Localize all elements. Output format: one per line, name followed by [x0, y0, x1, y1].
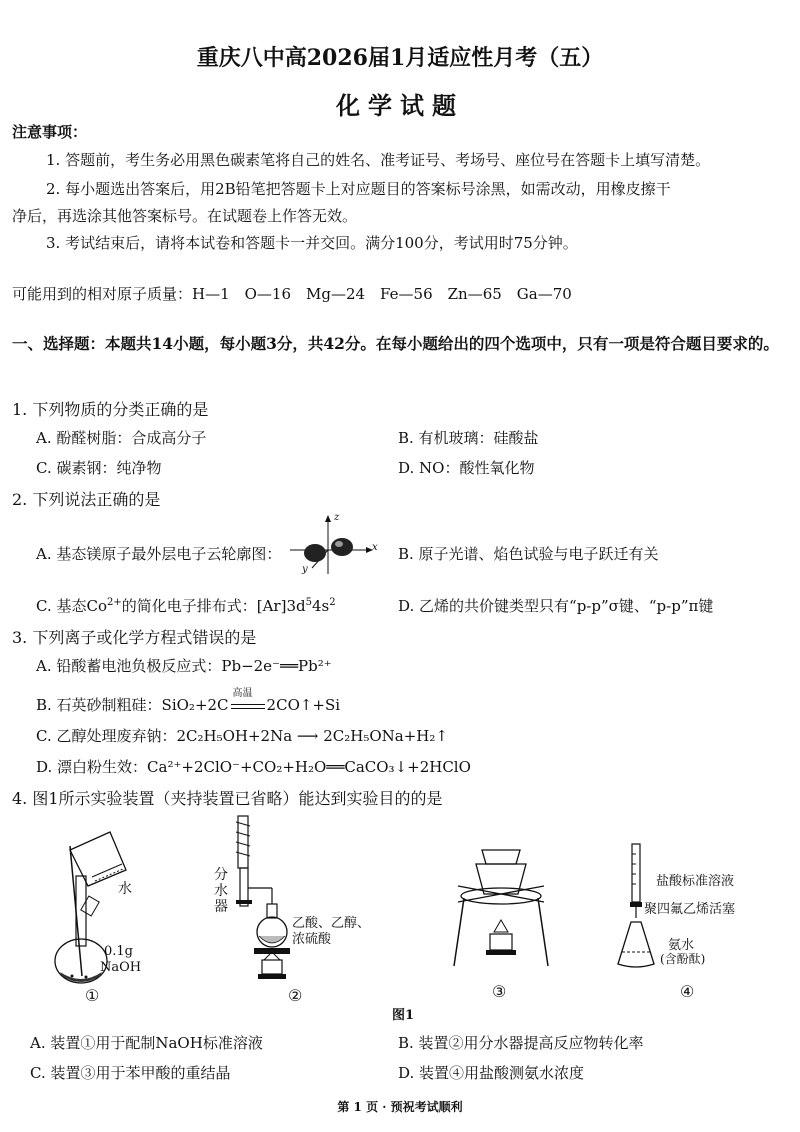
apparatus-2 [212, 812, 371, 1005]
notice-item-3: 3. 考试结束后，请将本试卷和答题卡一并交回。满分100分，考试用时75分钟。 [46, 234, 578, 252]
fig2-separator-label-2: 水 [214, 883, 228, 899]
q2-c-charge: 2+ [107, 597, 122, 608]
q2-stem: 2. 下列说法正确的是 [12, 490, 161, 509]
fig1-number: ① [85, 986, 100, 1005]
q1-option-d: D. NO：酸性氧化物 [398, 459, 535, 477]
fig1-water-label: 水 [118, 881, 132, 897]
subject-title: 化学试题 [336, 91, 464, 120]
q2-c-mid: 的简化电子排布式：[Ar]3d [121, 597, 306, 615]
q2-option-d: D. 乙烯的共价键类型只有“p-p”σ键、“p-p”π键 [398, 597, 714, 615]
q3-option-b [36, 688, 341, 715]
q2-c-d-count: 5 [305, 597, 312, 608]
q2-c-s-count: 2 [329, 597, 336, 608]
atomic-masses: 可能用到的相对原子质量：H—1 O—16 Mg—24 Fe—56 Zn—65 Ga—70 [12, 285, 572, 303]
notice-item-2-line2: 净后，再选涂其他答案标号。在试题卷上作答无效。 [12, 207, 358, 225]
figure-caption: 图1 [392, 1008, 415, 1023]
q4-stem: 4. 图1所示实验装置（夹持装置已省略）能达到实验目的的是 [12, 789, 443, 808]
fig2-separator-label-1: 分 [214, 867, 228, 883]
section-1-heading: 一、选择题：本题共14小题，每小题3分，共42分。在每小题给出的四个选项中，只有一项是符合题目要求的。 [12, 334, 779, 353]
q3-b-prefix: B. 石英砂制粗硅：SiO₂+2C [36, 696, 229, 714]
q2-c-prefix: C. 基态Co [36, 597, 107, 615]
q2-option-c [36, 595, 336, 616]
q1-option-a: A. 酚醛树脂：合成高分子 [36, 429, 207, 447]
apparatus-4 [600, 840, 736, 1001]
q1-stem: 1. 下列物质的分类正确的是 [12, 400, 209, 419]
q1-option-c: C. 碳素钢：纯净物 [36, 459, 162, 477]
axis-x-label: x [372, 542, 378, 553]
exam-title: 重庆八中高2026届1月适应性月考（五） [196, 45, 604, 71]
fig4-number: ④ [680, 982, 695, 1001]
fig4-ptfe-label: 聚四氟乙烯活塞 [644, 902, 736, 917]
q3-option-a: A. 铅酸蓄电池负极反应式：Pb−2e⁻══Pb²⁺ [36, 657, 332, 675]
axis-z-label: z [334, 512, 340, 523]
notice-item-2-line1: 2. 每小题选出答案后，用2B铅笔把答题卡上对应题目的答案标号涂黑，如需改动，用橡皮擦干 [46, 180, 671, 198]
q4-option-c: C. 装置③用于苯甲酸的重结晶 [30, 1064, 231, 1082]
q2-option-b: B. 原子光谱、焰色试验与电子跃迁有关 [398, 545, 659, 563]
q3-b-suffix: 2CO↑+Si [266, 696, 341, 714]
apparatus-1 [40, 826, 160, 1005]
fig4-hcl-label: 盐酸标准溶液 [656, 874, 735, 889]
fig2-reagents-1: 乙酸、乙醇、 [292, 916, 371, 931]
q3-option-d: D. 漂白粉生效：Ca²⁺+2ClO⁻+CO₂+H₂O══CaCO₃↓+2HClO [36, 758, 471, 776]
q3-b-arrow [229, 688, 267, 714]
axis-y-label: y [302, 564, 308, 575]
q4-option-d: D. 装置④用盐酸测氨水浓度 [398, 1064, 585, 1082]
p-orbital-diagram [288, 514, 378, 586]
apparatus-3 [446, 846, 556, 1001]
fig2-reagents-2: 浓硫酸 [292, 932, 332, 947]
fig4-ammonia-label: 氨水 [668, 938, 695, 953]
q1-option-b: B. 有机玻璃：硅酸盐 [398, 429, 539, 447]
fig2-number: ② [288, 986, 303, 1005]
page-footer: 第 1 页 · 预祝考试顺利 [337, 1100, 463, 1114]
q2-option-a: A. 基态镁原子最外层电子云轮廓图： [36, 545, 282, 563]
notice-item-1: 1. 答题前，考生务必用黑色碳素笔将自己的姓名、准考证号、考场号、座位号在答题卡上填写清楚。 [46, 151, 711, 169]
q4-option-a: A. 装置①用于配制NaOH标准溶液 [30, 1034, 263, 1052]
q3-option-c: C. 乙醇处理废弃钠：2C₂H₅OH+2Na ⟶ 2C₂H₅ONa+H₂↑ [36, 727, 448, 745]
q2-c-mid2: 4s [311, 597, 330, 615]
fig1-naoh-label: NaOH [100, 960, 142, 975]
fig3-number: ③ [492, 982, 507, 1001]
fig1-mass-label: 0.1g [104, 944, 133, 959]
q3-stem: 3. 下列离子或化学方程式错误的是 [12, 628, 257, 647]
notice-heading: 注意事项： [12, 123, 88, 141]
fig2-separator-label-3: 器 [214, 899, 228, 915]
q4-option-b: B. 装置②用分水器提高反应物转化率 [398, 1034, 644, 1052]
q3-b-condition: 高温 [232, 688, 253, 699]
fig4-indicator-label: (含酚酞) [660, 952, 706, 966]
